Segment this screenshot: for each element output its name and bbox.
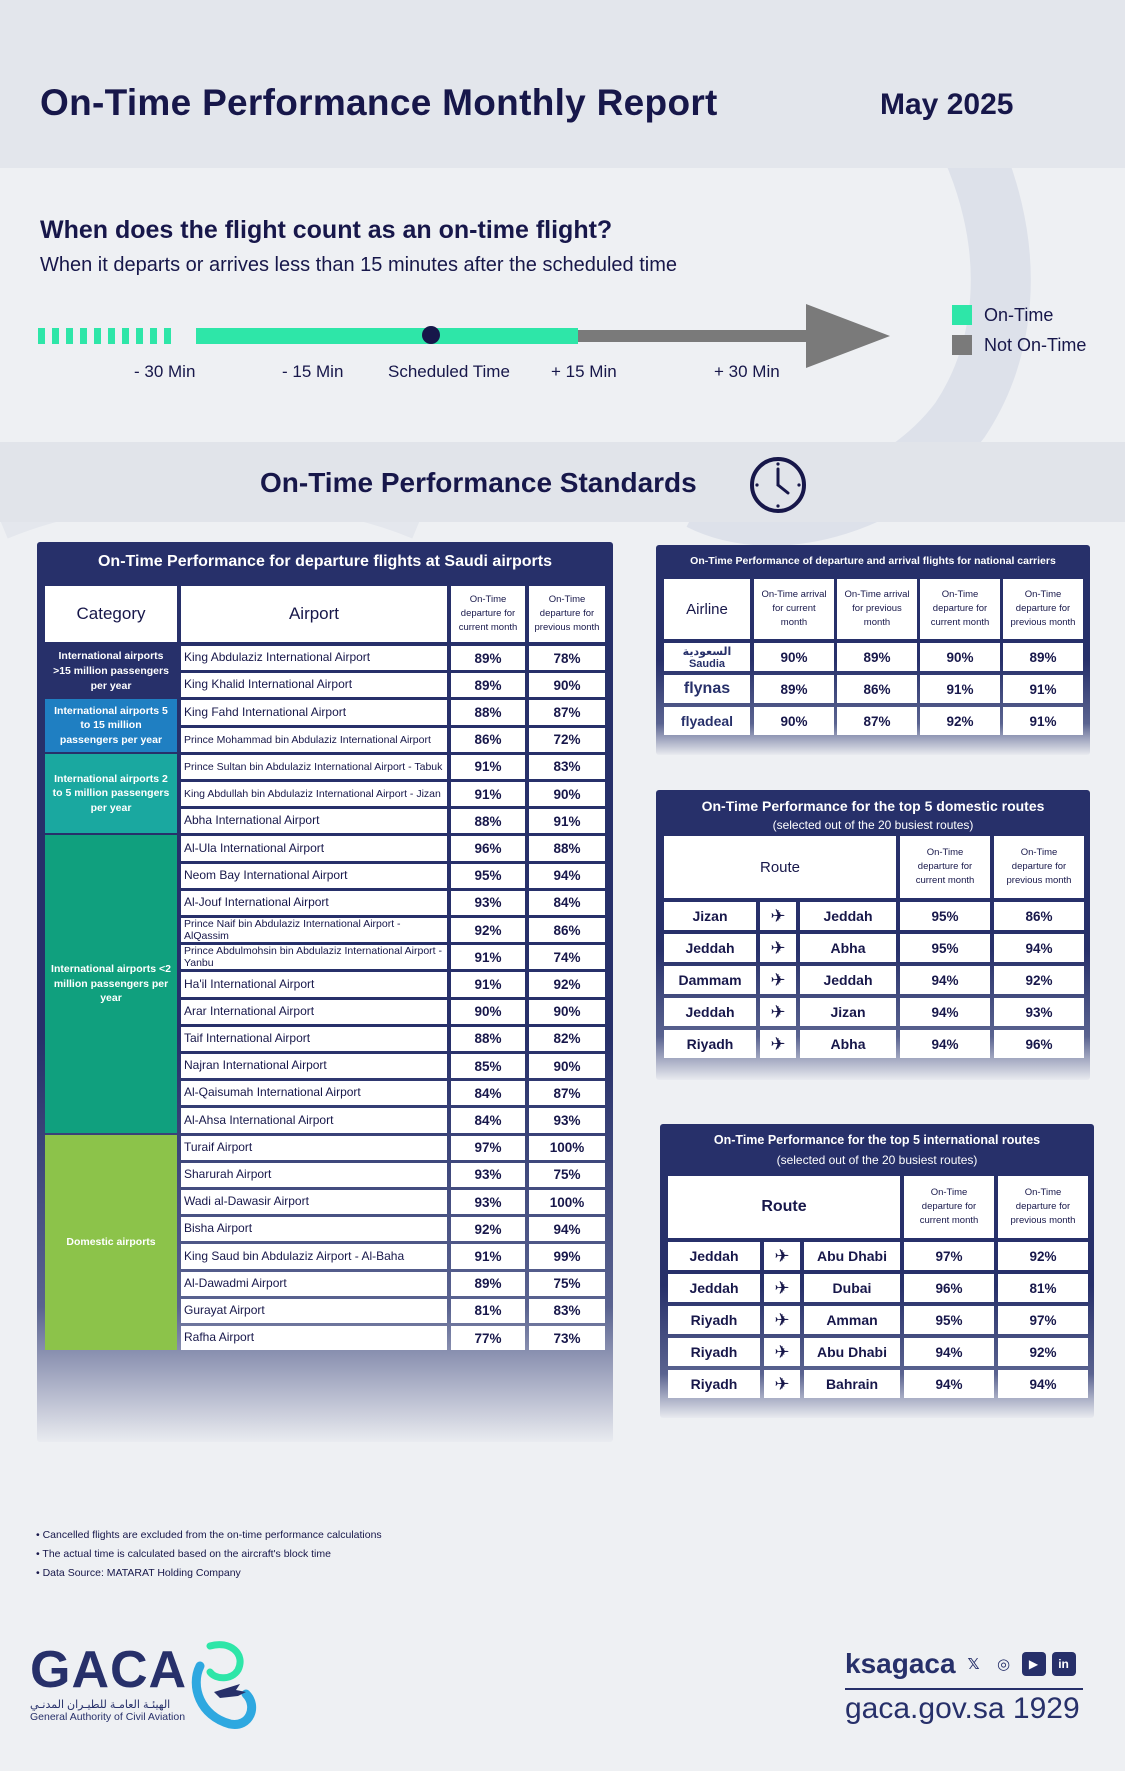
- current-month-value: 88%: [451, 1027, 525, 1051]
- route-origin: Jeddah: [668, 1242, 760, 1270]
- current-month-value: 94%: [900, 1030, 990, 1058]
- report-month: May 2025: [880, 88, 1014, 121]
- airport-name: Taif International Airport: [181, 1027, 447, 1051]
- current-month-value: 92%: [451, 1217, 525, 1241]
- previous-month-value: 83%: [529, 1299, 605, 1323]
- route-destination: Dubai: [804, 1274, 900, 1302]
- current-month-value: 96%: [904, 1274, 994, 1302]
- airport-name: Neom Bay International Airport: [181, 864, 447, 888]
- airport-name: King Saud bin Abdulaziz Airport - Al-Baha: [181, 1244, 447, 1268]
- timeline-label: - 15 Min: [282, 362, 344, 381]
- standards-title: On-Time Performance Standards: [260, 467, 697, 498]
- previous-month-value: 97%: [998, 1306, 1088, 1334]
- previous-month-value: 88%: [529, 836, 605, 860]
- airport-name: King Abdullah bin Abdulaziz International Airport - Jizan: [181, 782, 447, 806]
- previous-month-value: 75%: [529, 1272, 605, 1296]
- carriers-panel: [656, 545, 1090, 755]
- legend-label: Not On-Time: [984, 334, 1087, 355]
- current-month-value: 89%: [451, 673, 525, 697]
- current-month-value: 91%: [451, 1244, 525, 1268]
- current-month-value: 95%: [900, 902, 990, 930]
- on-time-timeline: [38, 300, 898, 360]
- x-icon[interactable]: 𝕏: [967, 1656, 980, 1673]
- airplane-icon: ✈: [764, 1242, 800, 1270]
- arrival-previous-value: 87%: [837, 707, 917, 735]
- airport-name: Prince Naif bin Abdulaziz International Airport - AlQassim: [181, 918, 447, 942]
- airport-name: King Fahd International Airport: [181, 700, 447, 724]
- arrival-previous-value: 86%: [837, 675, 917, 703]
- footer-divider: [845, 1688, 1083, 1690]
- timeline-on-time-bar: [196, 328, 578, 344]
- previous-month-value: 87%: [529, 700, 605, 724]
- airport-name: King Abdulaziz International Airport: [181, 646, 447, 670]
- airport-name: Bisha Airport: [181, 1217, 447, 1241]
- previous-month-value: 90%: [529, 1000, 605, 1024]
- airport-name: Al-Jouf International Airport: [181, 891, 447, 915]
- airplane-icon: ✈: [764, 1338, 800, 1366]
- route-origin: Riyadh: [668, 1306, 760, 1334]
- arrival-previous-value: 89%: [837, 643, 917, 671]
- departure-previous-value: 89%: [1003, 643, 1083, 671]
- arrival-current-value: 90%: [754, 643, 834, 671]
- timeline-late-bar: [578, 330, 818, 342]
- previous-month-value: 90%: [529, 1054, 605, 1078]
- website-link[interactable]: gaca.gov.sa 1929: [845, 1692, 1080, 1725]
- clock-icon: [748, 455, 808, 515]
- airline-logo-saudia: السعودية Saudia: [664, 643, 750, 671]
- gaca-logo: [30, 1640, 187, 1723]
- current-month-value: 86%: [451, 728, 525, 752]
- domestic-routes-title: On-Time Performance for the top 5 domestic routes: [701, 798, 1045, 814]
- current-month-value: 93%: [451, 891, 525, 915]
- carriers-panel-title: On-Time Performance of departure and arrival flights for national carriers: [690, 555, 1056, 567]
- category-block: International airports <2 million passengers per year: [45, 835, 177, 1132]
- footnote: • Cancelled flights are excluded from the on-time performance calculations: [36, 1529, 382, 1541]
- previous-month-value: 90%: [529, 673, 605, 697]
- col-header-departure-current: On-Time departure for current month: [920, 579, 1000, 639]
- previous-month-value: 92%: [529, 972, 605, 996]
- airplane-icon: ✈: [760, 966, 796, 994]
- airports-panel-title: On-Time Performance for departure flights at Saudi airports: [97, 553, 552, 570]
- current-month-value: 89%: [451, 646, 525, 670]
- current-month-value: 94%: [904, 1338, 994, 1366]
- airport-name: Sharurah Airport: [181, 1163, 447, 1187]
- previous-month-value: 92%: [998, 1242, 1088, 1270]
- definition-answer: When it departs or arrives less than 15 minutes after the scheduled time: [40, 254, 677, 276]
- current-month-value: 77%: [451, 1326, 525, 1350]
- departure-current-value: 90%: [920, 643, 1000, 671]
- route-destination: Jizan: [800, 998, 896, 1026]
- airport-name: Najran International Airport: [181, 1054, 447, 1078]
- col-header-current: On-Time departure for current month: [904, 1176, 994, 1238]
- airplane-icon: ✈: [760, 934, 796, 962]
- current-month-value: 92%: [451, 918, 525, 942]
- route-origin: Riyadh: [668, 1370, 760, 1398]
- col-header-route: Route: [664, 836, 896, 898]
- international-routes-title: On-Time Performance for the top 5 international routes: [713, 1133, 1041, 1147]
- social-links: [845, 1648, 1076, 1680]
- airport-name: Gurayat Airport: [181, 1299, 447, 1323]
- previous-month-value: 86%: [994, 902, 1084, 930]
- route-origin: Jeddah: [664, 934, 756, 962]
- domestic-routes-subtitle: (selected out of the 20 busiest routes): [772, 818, 974, 832]
- arrival-current-value: 89%: [754, 675, 834, 703]
- page-title: On-Time Performance Monthly Report: [40, 82, 718, 123]
- current-month-value: 84%: [451, 1081, 525, 1105]
- previous-month-value: 92%: [994, 966, 1084, 994]
- col-header-arrival-previous: On-Time arrival for previous month: [837, 579, 917, 639]
- airport-name: Al-Ula International Airport: [181, 836, 447, 860]
- scheduled-time-dot: [422, 326, 440, 344]
- airport-name: Prince Mohammad bin Abdulaziz International Airport: [181, 728, 447, 752]
- legend-swatch: [952, 305, 972, 325]
- previous-month-value: 100%: [529, 1190, 605, 1214]
- previous-month-value: 93%: [529, 1108, 605, 1132]
- col-header-category: Category: [45, 586, 177, 642]
- gaca-logo-english: General Authority of Civil Aviation: [30, 1711, 186, 1723]
- previous-month-value: 92%: [998, 1338, 1088, 1366]
- airport-name: Rafha Airport: [181, 1326, 447, 1350]
- col-header-arrival-current: On-Time arrival for current month: [754, 579, 834, 639]
- previous-month-value: 100%: [529, 1136, 605, 1160]
- timeline-label: - 30 Min: [134, 362, 196, 381]
- footnote: • The actual time is calculated based on the aircraft's block time: [36, 1548, 331, 1560]
- col-header-current: On-Time departure for current month: [451, 586, 525, 642]
- previous-month-value: 93%: [994, 998, 1084, 1026]
- route-origin: Jeddah: [664, 998, 756, 1026]
- category-block: International airports >15 million passengers per year: [45, 645, 177, 697]
- col-header-previous: On-Time departure for previous month: [994, 836, 1084, 898]
- route-origin: Dammam: [664, 966, 756, 994]
- route-destination: Abu Dhabi: [804, 1338, 900, 1366]
- route-destination: Jeddah: [800, 902, 896, 930]
- previous-month-value: 81%: [998, 1274, 1088, 1302]
- route-destination: Abha: [800, 934, 896, 962]
- route-origin: Jizan: [664, 902, 756, 930]
- route-destination: Amman: [804, 1306, 900, 1334]
- timeline-arrow-head: [806, 304, 890, 368]
- timeline-legend: [952, 300, 1086, 360]
- current-month-value: 95%: [900, 934, 990, 962]
- international-routes-subtitle: (selected out of the 20 busiest routes): [776, 1153, 978, 1167]
- international-routes-panel: [660, 1124, 1094, 1418]
- previous-month-value: 94%: [998, 1370, 1088, 1398]
- col-header-current: On-Time departure for current month: [900, 836, 990, 898]
- category-block: International airports 2 to 5 million passengers per year: [45, 754, 177, 834]
- current-month-value: 89%: [451, 1272, 525, 1296]
- arrival-current-value: 90%: [754, 707, 834, 735]
- previous-month-value: 94%: [529, 864, 605, 888]
- airport-name: Abha International Airport: [181, 809, 447, 833]
- previous-month-value: 83%: [529, 755, 605, 779]
- previous-month-value: 82%: [529, 1027, 605, 1051]
- departure-previous-value: 91%: [1003, 707, 1083, 735]
- current-month-value: 93%: [451, 1190, 525, 1214]
- airport-name: Wadi al-Dawasir Airport: [181, 1190, 447, 1214]
- gaca-logo-arabic: الهيئـة العامـة للطيـران المدنـي: [30, 1699, 171, 1711]
- airline-logo-flyadeal: flyadeal: [664, 707, 750, 735]
- legend-item-not-on-time: [952, 330, 1086, 360]
- airport-name: Arar International Airport: [181, 1000, 447, 1024]
- timeline-label: + 30 Min: [714, 362, 780, 381]
- previous-month-value: 73%: [529, 1326, 605, 1350]
- previous-month-value: 74%: [529, 945, 605, 969]
- col-header-previous: On-Time departure for previous month: [998, 1176, 1088, 1238]
- airports-panel: [37, 542, 613, 1442]
- current-month-value: 90%: [451, 1000, 525, 1024]
- airplane-icon: ✈: [764, 1274, 800, 1302]
- route-destination: Bahrain: [804, 1370, 900, 1398]
- previous-month-value: 90%: [529, 782, 605, 806]
- current-month-value: 94%: [900, 966, 990, 994]
- previous-month-value: 94%: [994, 934, 1084, 962]
- current-month-value: 94%: [904, 1370, 994, 1398]
- footnote: • Data Source: MATARAT Holding Company: [36, 1567, 241, 1579]
- previous-month-value: 96%: [994, 1030, 1084, 1058]
- current-month-value: 96%: [451, 836, 525, 860]
- airplane-icon: ✈: [760, 1030, 796, 1058]
- domestic-routes-panel: [656, 790, 1090, 1080]
- legend-label: On-Time: [984, 304, 1054, 325]
- col-header-previous: On-Time departure for previous month: [529, 586, 605, 642]
- timeline-label: + 15 Min: [551, 362, 617, 381]
- departure-current-value: 91%: [920, 675, 1000, 703]
- social-handle[interactable]: ksagaca: [845, 1648, 956, 1679]
- airport-name: Ha'il International Airport: [181, 972, 447, 996]
- current-month-value: 95%: [451, 864, 525, 888]
- current-month-value: 95%: [904, 1306, 994, 1334]
- gaca-logo-word: GACA: [30, 1641, 188, 1699]
- route-origin: Riyadh: [664, 1030, 756, 1058]
- previous-month-value: 78%: [529, 646, 605, 670]
- category-block: Domestic airports: [45, 1135, 177, 1351]
- col-header-route: Route: [668, 1176, 900, 1238]
- route-destination: Abha: [800, 1030, 896, 1058]
- current-month-value: 91%: [451, 755, 525, 779]
- current-month-value: 91%: [451, 782, 525, 806]
- definition-question: When does the flight count as an on-time flight?: [40, 216, 613, 244]
- airplane-icon: ✈: [760, 998, 796, 1026]
- legend-item-on-time: [952, 300, 1086, 330]
- footnotes: [36, 1526, 382, 1583]
- col-header-airport: Airport: [181, 586, 447, 642]
- legend-swatch: [952, 335, 972, 355]
- route-origin: Riyadh: [668, 1338, 760, 1366]
- previous-month-value: 99%: [529, 1244, 605, 1268]
- current-month-value: 84%: [451, 1108, 525, 1132]
- airline-logo-flynas: flynas: [664, 675, 750, 703]
- current-month-value: 97%: [451, 1136, 525, 1160]
- linkedin-icon[interactable]: in: [1052, 1652, 1076, 1676]
- previous-month-value: 87%: [529, 1081, 605, 1105]
- instagram-icon[interactable]: ◎: [997, 1656, 1011, 1673]
- current-month-value: 81%: [451, 1299, 525, 1323]
- airport-name: Al-Qaisumah International Airport: [181, 1081, 447, 1105]
- current-month-value: 88%: [451, 809, 525, 833]
- previous-month-value: 75%: [529, 1163, 605, 1187]
- departure-previous-value: 91%: [1003, 675, 1083, 703]
- current-month-value: 93%: [451, 1163, 525, 1187]
- airport-name: Prince Sultan bin Abdulaziz International Airport - Tabuk: [181, 755, 447, 779]
- col-header-departure-previous: On-Time departure for previous month: [1003, 579, 1083, 639]
- current-month-value: 85%: [451, 1054, 525, 1078]
- timeline-early-dashes: [38, 328, 190, 344]
- airport-name: Turaif Airport: [181, 1136, 447, 1160]
- departure-current-value: 92%: [920, 707, 1000, 735]
- current-month-value: 97%: [904, 1242, 994, 1270]
- previous-month-value: 91%: [529, 809, 605, 833]
- route-destination: Jeddah: [800, 966, 896, 994]
- airplane-icon: ✈: [760, 902, 796, 930]
- col-header-airline: Airline: [664, 579, 750, 639]
- current-month-value: 94%: [900, 998, 990, 1026]
- airport-name: King Khalid International Airport: [181, 673, 447, 697]
- airplane-icon: ✈: [764, 1306, 800, 1334]
- airport-name: Al-Dawadmi Airport: [181, 1272, 447, 1296]
- route-origin: Jeddah: [668, 1274, 760, 1302]
- route-destination: Abu Dhabi: [804, 1242, 900, 1270]
- previous-month-value: 94%: [529, 1217, 605, 1241]
- current-month-value: 91%: [451, 945, 525, 969]
- category-block: International airports 5 to 15 million passengers per year: [45, 699, 177, 751]
- previous-month-value: 84%: [529, 891, 605, 915]
- airplane-icon: ✈: [764, 1370, 800, 1398]
- airport-name: Al-Ahsa International Airport: [181, 1108, 447, 1132]
- current-month-value: 91%: [451, 972, 525, 996]
- timeline-label: Scheduled Time: [388, 362, 510, 381]
- airport-name: Prince Abdulmohsin bin Abdulaziz International Airport - Yanbu: [181, 945, 447, 969]
- previous-month-value: 72%: [529, 728, 605, 752]
- current-month-value: 88%: [451, 700, 525, 724]
- gaca-emblem-icon: [180, 1636, 260, 1732]
- youtube-icon[interactable]: ▶: [1022, 1652, 1046, 1676]
- previous-month-value: 86%: [529, 918, 605, 942]
